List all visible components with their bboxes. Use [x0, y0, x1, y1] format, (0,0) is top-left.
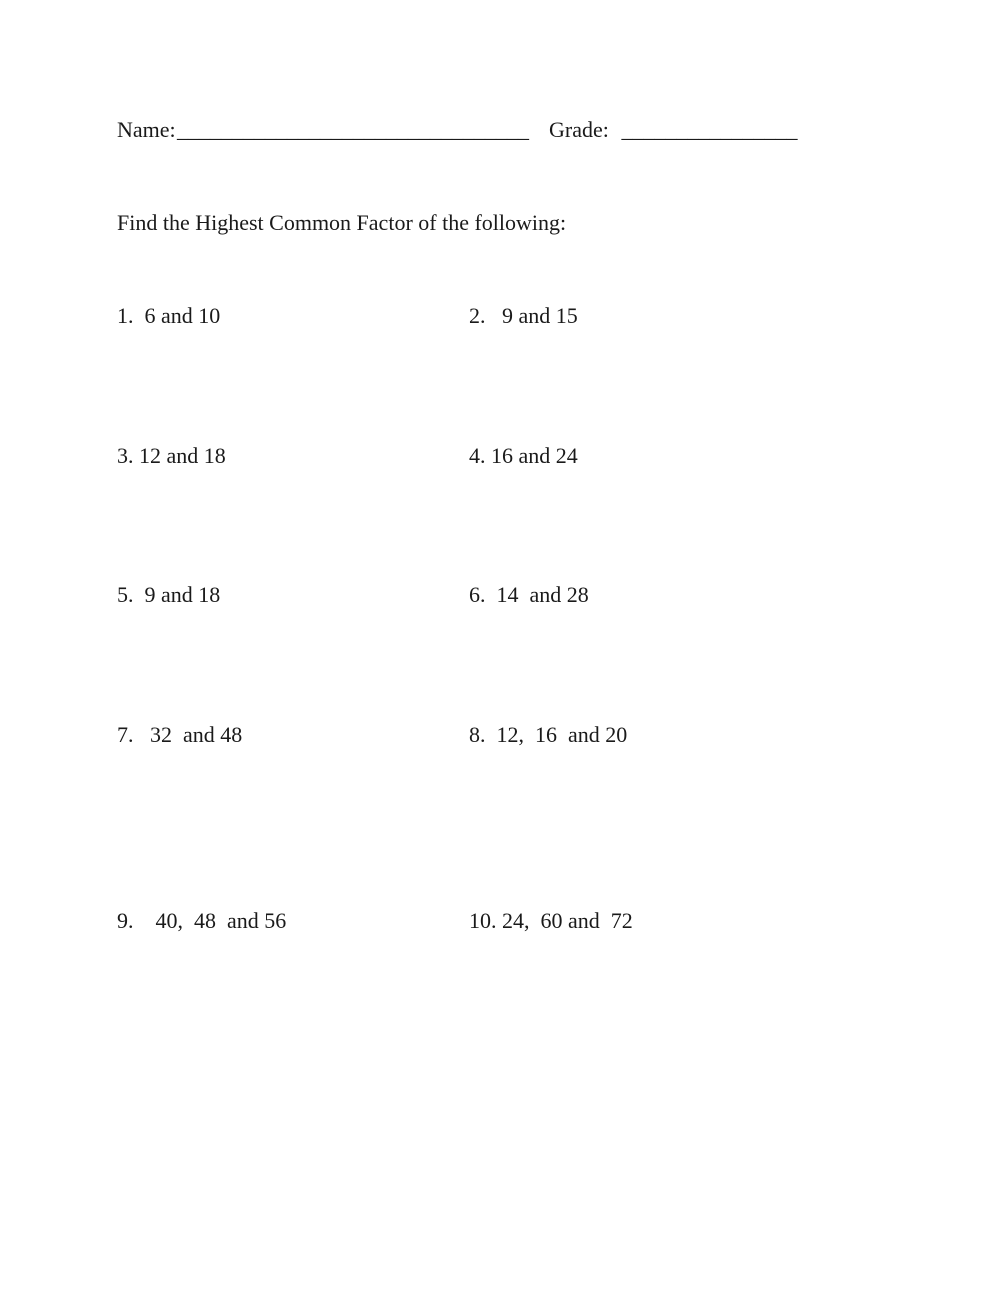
question-7: 7. 32 and 48	[117, 722, 243, 747]
question-1: 1. 6 and 10	[117, 303, 221, 328]
question-4: 4. 16 and 24	[469, 443, 578, 468]
grade-blank-line: ________________	[616, 117, 798, 142]
name-label: Name:	[117, 117, 176, 142]
question-2: 2. 9 and 15	[469, 303, 578, 328]
question-9: 9. 40, 48 and 56	[117, 908, 287, 933]
name-blank-line: ________________________________	[177, 117, 529, 142]
instruction-text: Find the Highest Common Factor of the following:	[117, 210, 567, 235]
question-8: 8. 12, 16 and 20	[469, 722, 628, 747]
question-10: 10. 24, 60 and 72	[469, 908, 633, 933]
question-3: 3. 12 and 18	[117, 443, 226, 468]
question-5: 5. 9 and 18	[117, 582, 221, 607]
question-6: 6. 14 and 28	[469, 582, 589, 607]
grade-label: Grade:	[549, 117, 609, 142]
